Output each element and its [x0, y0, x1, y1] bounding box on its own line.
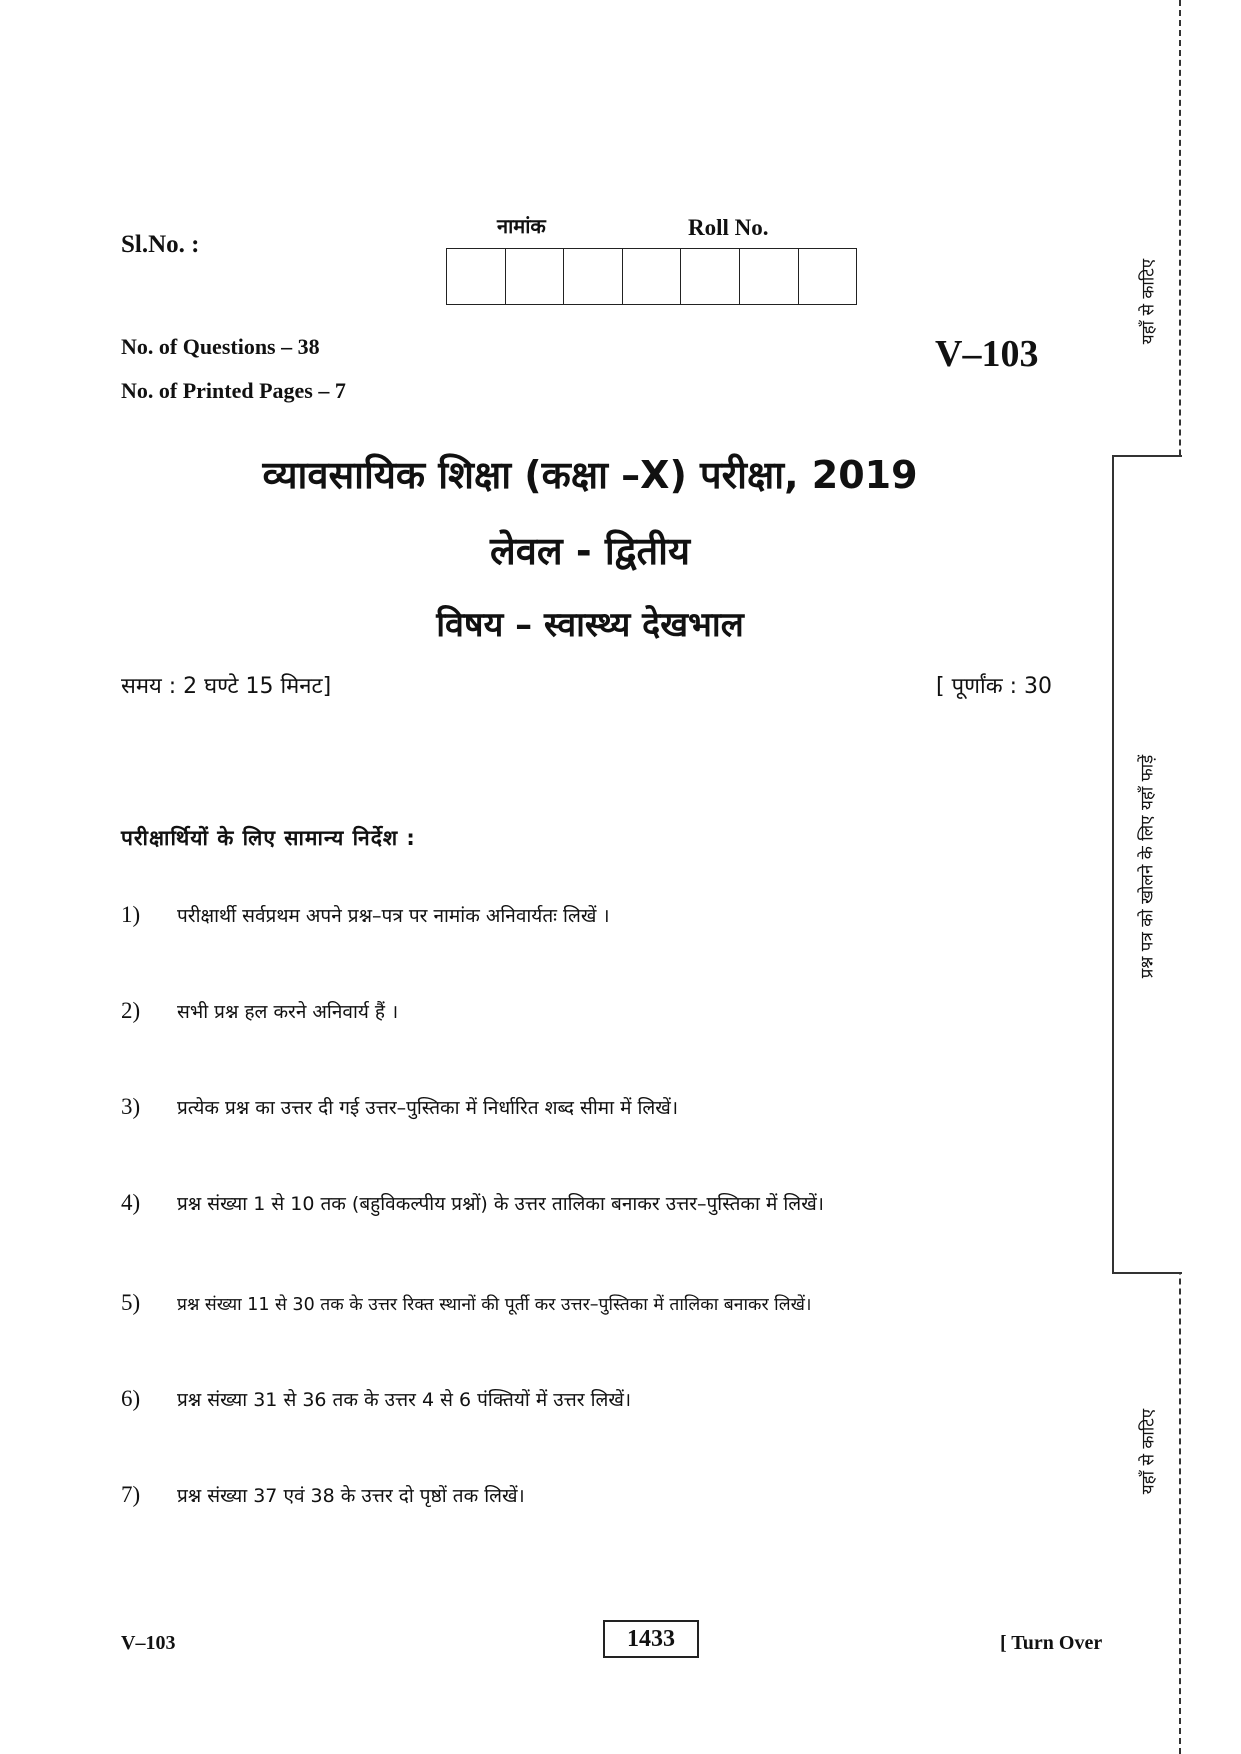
roll-box[interactable] — [447, 249, 506, 304]
instruction-item — [121, 998, 398, 1024]
instruction-text: प्रश्न संख्या 37 एवं 38 के उत्तर दो पृष्ठों तक लिखें। — [177, 1485, 525, 1507]
cut-here-top-label: यहाँ से काटिए — [1138, 258, 1159, 345]
level-title: लेवल - द्वितीय — [489, 529, 691, 573]
roll-box[interactable] — [506, 249, 565, 304]
paper-code: V–103 — [935, 333, 1039, 375]
roll-box[interactable] — [681, 249, 740, 304]
instruction-item — [121, 1482, 525, 1508]
instruction-number: 5) — [121, 1290, 141, 1315]
roll-number-boxes — [446, 248, 857, 305]
serial-number-label: Sl.No. : — [121, 231, 200, 258]
roll-label-hindi: नामांक — [497, 214, 546, 238]
roll-box[interactable] — [799, 249, 857, 304]
instruction-text: सभी प्रश्न हल करने अनिवार्य हैं । — [177, 1001, 399, 1023]
instruction-text: परीक्षार्थी सर्वप्रथम अपने प्रश्न–पत्र पर नामांक अनिवार्यतः लिखें । — [177, 905, 610, 927]
instruction-number: 3) — [121, 1094, 141, 1119]
subject-title: विषय – स्वास्थ्य देखभाल — [436, 605, 744, 645]
max-marks: [ पूर्णांक : 30 — [936, 674, 1052, 699]
instruction-number: 6) — [121, 1386, 141, 1411]
instruction-number: 7) — [121, 1482, 141, 1507]
instruction-text: प्रश्न संख्या 31 से 36 तक के उत्तर 4 से 6 पंक्तियों में उत्तर लिखें। — [177, 1389, 632, 1411]
roll-box[interactable] — [740, 249, 799, 304]
num-questions: No. of Questions – 38 — [121, 334, 320, 359]
roll-label-english: Roll No. — [688, 215, 769, 240]
tear-here-label: प्रश्न पत्र को खोलने के लिए यहाँ फाड़ें — [1137, 754, 1158, 979]
instruction-item — [121, 1290, 812, 1316]
instruction-item — [121, 902, 610, 928]
instruction-number: 1) — [121, 902, 141, 927]
roll-box[interactable] — [564, 249, 623, 304]
instruction-number: 2) — [121, 998, 141, 1023]
cut-here-bottom-label: यहाँ से काटिए — [1138, 1408, 1159, 1495]
exam-time: समय : 2 घण्टे 15 मिनट] — [121, 674, 332, 699]
instructions-heading: परीक्षार्थियों के लिए सामान्य निर्देश : — [121, 826, 416, 850]
turn-over-label: [ Turn Over — [1000, 1632, 1103, 1654]
exam-title: व्यावसायिक शिक्षा (कक्षा –X) परीक्षा, 2019 — [262, 453, 918, 497]
instruction-number: 4) — [121, 1190, 141, 1215]
instruction-text: प्रश्न संख्या 1 से 10 तक (बहुविकल्पीय प्रश्नों) के उत्तर तालिका बनाकर उत्तर–पुस्तिका में लिखें। — [177, 1193, 824, 1215]
instruction-item — [121, 1094, 678, 1120]
footer-paper-code: V–103 — [121, 1632, 176, 1654]
roll-box[interactable] — [623, 249, 682, 304]
instruction-text: प्रत्येक प्रश्न का उत्तर दी गई उत्तर–पुस्तिका में निर्धारित शब्द सीमा में लिखें। — [177, 1097, 679, 1119]
footer-page-box: 1433 — [603, 1620, 699, 1658]
num-printed-pages: No. of Printed Pages – 7 — [121, 378, 346, 403]
instruction-item — [121, 1386, 631, 1412]
instruction-text: प्रश्न संख्या 11 से 30 तक के उत्तर रिक्त स्थानों की पूर्ती कर उत्तर–पुस्तिका में तालिका बनाकर लिखें। — [177, 1295, 812, 1315]
instruction-item — [121, 1190, 824, 1216]
